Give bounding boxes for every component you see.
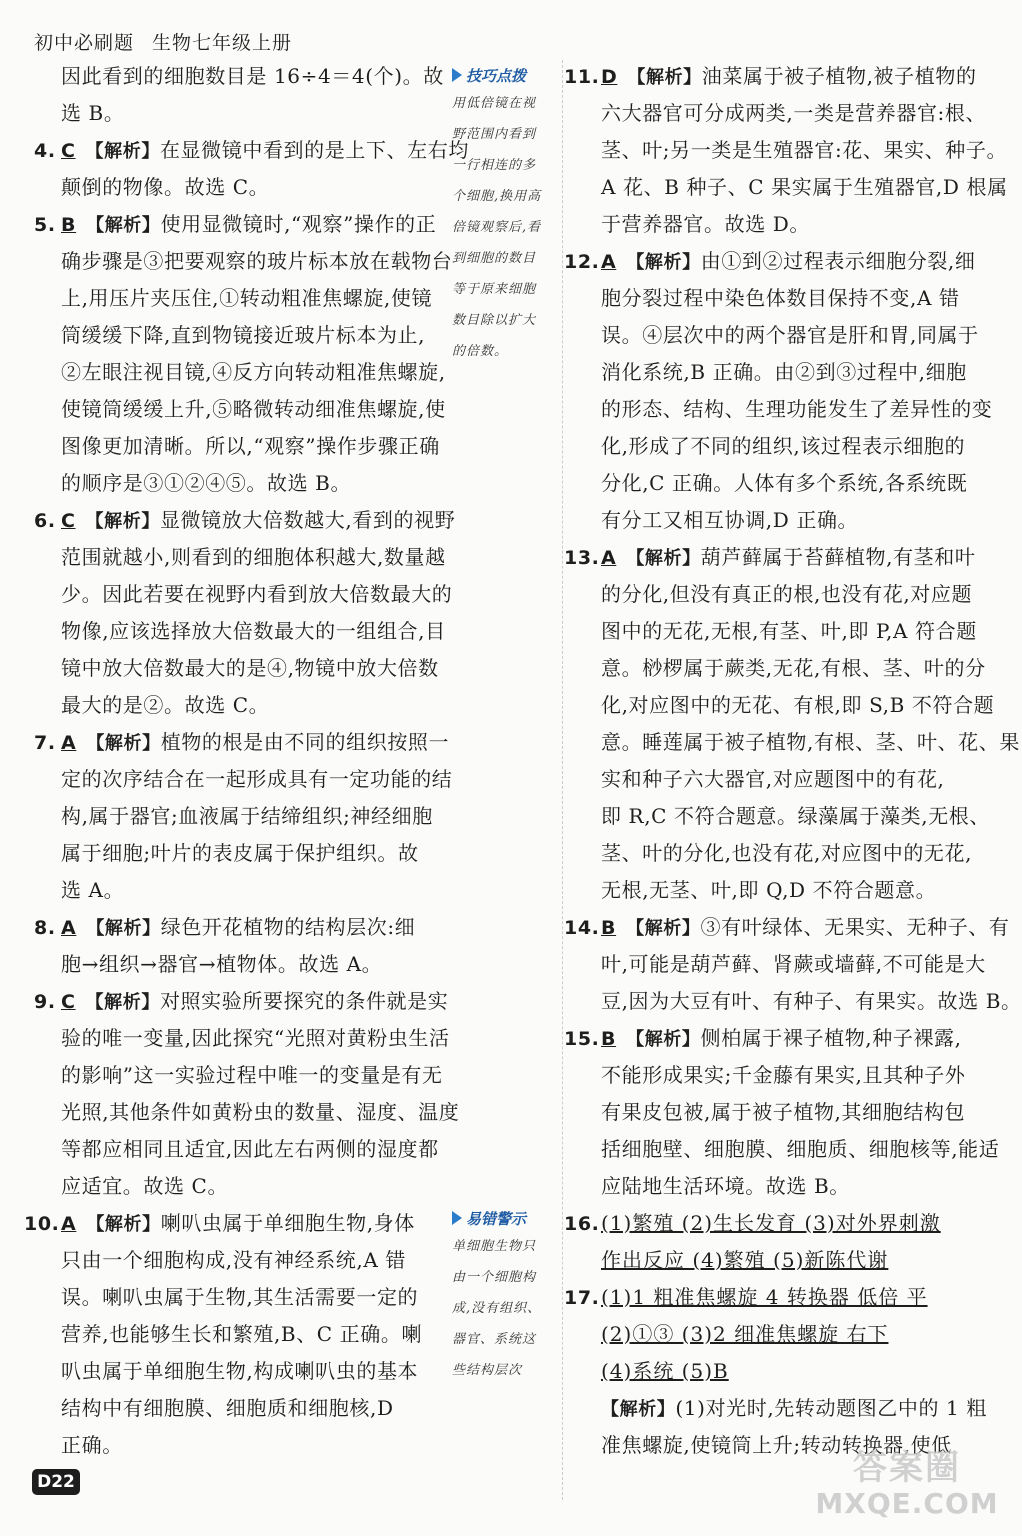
- answer-choice: A: [61, 732, 77, 754]
- answer-line: [34, 132, 469, 169]
- answer-text: 营养,也能够生长和繁殖,B、C 正确。喇: [61, 1322, 423, 1346]
- answer-line: [34, 1094, 460, 1131]
- answer-text: 分化,C 正确。人体有多个系统,各系统既: [601, 471, 968, 495]
- question-number: 10.: [24, 1213, 60, 1235]
- analysis-tag: 【解析】: [85, 992, 160, 1013]
- answer-line: [34, 798, 452, 835]
- answer-line: [574, 613, 992, 650]
- answer-choice: A: [601, 547, 617, 569]
- answer-text: 于营养器官。故选 D。: [601, 212, 810, 236]
- answer-text: 误。喇叭虫属于生物,其生活需要一定的: [61, 1285, 419, 1309]
- question-number: 4.: [34, 140, 56, 162]
- question-number: 11.: [564, 66, 600, 88]
- analysis-tag: 【解析】: [626, 252, 701, 273]
- answer-line: [34, 1353, 452, 1390]
- answer-text: 的影响”这一实验过程中唯一的变量是有无: [61, 1063, 443, 1087]
- answer-text: 上,用压片夹压住,①转动粗准焦螺旋,使镜: [61, 286, 433, 310]
- answer-line: [574, 1242, 992, 1279]
- answer-line: [564, 243, 992, 280]
- answer-line: [564, 1020, 992, 1057]
- answer-text: 胞分裂过程中染色体数目保持不变,A 错: [601, 286, 960, 310]
- answer-line: [574, 650, 992, 687]
- answer-line: [34, 909, 452, 946]
- answer-choice: A: [61, 917, 77, 939]
- left-answer-column: [24, 58, 469, 1464]
- answer-line: [564, 1205, 992, 1242]
- answer-text: 化,对应图中的无花、有根,即 S,B 不符合题: [601, 693, 995, 717]
- answer-text: 只由一个细胞构成,没有神经系统,A 错: [61, 1248, 406, 1272]
- analysis-tag: 【解析】: [86, 1214, 161, 1235]
- answer-line: [574, 946, 992, 983]
- answer-line: [34, 650, 452, 687]
- answer-text: 图中的无花,无根,有茎、叶,即 P,A 符合题: [601, 619, 977, 643]
- book-title: 初中必刷题: [34, 32, 135, 54]
- answer-text: 在显微镜中看到的是上下、左右均: [159, 138, 469, 162]
- answer-text: 定的次序结合在一起形成具有一定功能的结: [61, 767, 453, 791]
- answer-text: ②左眼注视目镜,④反方向转动粗准焦螺旋,: [61, 360, 446, 384]
- watermark-logo: [812, 1440, 1002, 1536]
- page-header: [34, 28, 292, 55]
- answer-line: [34, 1390, 452, 1427]
- tip-title: [452, 62, 556, 88]
- answer-choice: C: [61, 140, 76, 162]
- answer-text: 确步骤是③把要观察的玻片标本放在载物台: [61, 249, 453, 273]
- answer-line: [24, 1205, 452, 1242]
- sidebar-line: 用低倍镜在视: [452, 96, 537, 111]
- answer-text: (1)对光时,先转动题图乙中的 1 粗: [675, 1396, 987, 1420]
- analysis-tag: 【解析】: [86, 918, 161, 939]
- answer-line: [34, 724, 452, 761]
- answer-line: [574, 206, 992, 243]
- question-number: 7.: [34, 732, 56, 754]
- answer-line: [574, 95, 992, 132]
- answer-text: 最大的是②。故选 C。: [61, 693, 270, 717]
- answer-text: 绿色开花植物的结构层次:细: [160, 915, 416, 939]
- answer-line: [574, 1390, 992, 1427]
- answer-text: 正确。: [61, 1433, 123, 1457]
- tip-body: [452, 88, 556, 367]
- question-number: 16.: [564, 1213, 600, 1235]
- question-number: 15.: [564, 1028, 600, 1050]
- answer-line: [34, 1316, 452, 1353]
- answer-text: 的形态、结构、生理功能发生了差异性的变: [601, 397, 993, 421]
- answer-text: 因此看到的细胞数目是 16÷4＝4(个)。故: [61, 64, 444, 88]
- answer-text: 喇叭虫属于单细胞生物,身体: [160, 1211, 415, 1235]
- answer-line: [574, 1316, 992, 1353]
- answer-line: [34, 1057, 452, 1094]
- sidebar-line: 器官、系统这: [452, 1332, 537, 1347]
- answer-text: 图像更加清晰。所以,“观察”操作步骤正确: [61, 434, 440, 458]
- answer-line: [34, 391, 452, 428]
- answer-text: 颠倒的物像。故选 C。: [61, 175, 270, 199]
- answer-text: 化,形成了不同的组织,该过程表示细胞的: [601, 434, 966, 458]
- answer-line: [564, 909, 1010, 946]
- column-divider: [562, 60, 563, 1500]
- answer-text: 属于细胞;叶片的表皮属于保护组织。故: [61, 841, 419, 865]
- answer-choice: B: [601, 917, 617, 939]
- answer-line: [34, 169, 452, 206]
- sidebar-line: 一行相连的多: [452, 158, 537, 173]
- page-number-badge: D22: [32, 1469, 80, 1495]
- analysis-tag: 【解析】: [627, 67, 702, 88]
- analysis-tag: 【解析】: [626, 548, 701, 569]
- answer-line: [34, 1242, 452, 1279]
- answer-text: 选 B。: [61, 101, 125, 125]
- answer-line: [574, 317, 992, 354]
- answer-text: 葫芦藓属于苔藓植物,有茎和叶: [700, 545, 976, 569]
- answer-line: [34, 872, 452, 909]
- answer-line: [574, 354, 992, 391]
- fill-answer: (1)1 粗准焦螺旋 4 转换器 低倍 平: [601, 1285, 928, 1309]
- answer-line: [34, 428, 452, 465]
- answer-text: 意。睡莲属于被子植物,有根、茎、叶、花、果: [601, 730, 1020, 754]
- answer-line: [574, 983, 1022, 1020]
- sidebar-line: 由一个细胞构: [452, 1270, 537, 1285]
- fill-answer: (2)①③ (3)2 细准焦螺旋 右下: [601, 1322, 889, 1346]
- sidebar-line: 单细胞生物只: [452, 1239, 537, 1254]
- answer-text: 有果皮包被,属于被子植物,其细胞结构包: [601, 1100, 966, 1124]
- answer-text: 少。因此若要在视野内看到放大倍数最大的: [61, 582, 453, 606]
- answer-line: [34, 1131, 452, 1168]
- answer-text: 应适宜。故选 C。: [61, 1174, 229, 1198]
- answer-text: 结构中有细胞膜、细胞质和细胞核,D: [61, 1396, 394, 1420]
- answer-text: 胞→组织→器官→植物体。故选 A。: [61, 952, 383, 976]
- answer-line: [574, 724, 1020, 761]
- answer-line: [34, 58, 452, 95]
- answer-text: 等都应相同且适宜,因此左右两侧的湿度都: [61, 1137, 439, 1161]
- answer-line: [574, 1168, 992, 1205]
- answer-text: 茎、叶的分化,也没有花,对应图中的无花,: [601, 841, 973, 865]
- answer-line: [34, 761, 452, 798]
- answer-text: 准焦螺旋,使镜筒上升;转动转换器,使低: [601, 1433, 952, 1457]
- sidebar-line: 的倍数。: [452, 344, 509, 359]
- fill-answer: (4)系统 (5)B: [601, 1359, 729, 1383]
- answer-line: [34, 946, 452, 983]
- subject-title: 生物七年级上册: [152, 32, 293, 54]
- answer-line: [574, 465, 992, 502]
- answer-line: [574, 576, 992, 613]
- answer-line: [574, 391, 992, 428]
- answer-text: 物像,应该选择放大倍数最大的一组组合,目: [61, 619, 446, 643]
- answer-text: 由①到②过程表示细胞分裂,细: [700, 249, 976, 273]
- warning-title-text: 易错警示: [466, 1209, 527, 1228]
- answer-text: 叶,可能是葫芦藓、肾蕨或墙藓,不可能是大: [601, 952, 986, 976]
- answer-text: ③有叶绿体、无果实、无种子、有: [700, 915, 1010, 939]
- right-answer-column: [564, 58, 1022, 1464]
- answer-line: [34, 354, 452, 391]
- tip-title-text: 技巧点拨: [466, 66, 527, 85]
- answer-text: 应陆地生活环境。故选 B。: [601, 1174, 850, 1198]
- answer-line: [574, 687, 995, 724]
- answer-line: [574, 428, 992, 465]
- answer-text: 有分工又相互协调,D 正确。: [601, 508, 859, 532]
- answer-line: [564, 58, 992, 95]
- answer-line: [34, 613, 452, 650]
- answer-text: 叭虫属于单细胞生物,构成喇叭虫的基本: [61, 1359, 419, 1383]
- sidebar-line: 野范围内看到: [452, 127, 537, 142]
- answer-choice: B: [601, 1028, 617, 1050]
- answer-text: 植物的根是由不同的组织按照一: [160, 730, 450, 754]
- answer-line: [34, 280, 452, 317]
- answer-text: 的分化,但没有真正的根,也没有花,对应题: [601, 582, 973, 606]
- answer-line: [564, 539, 992, 576]
- arrow-icon: [452, 1211, 462, 1225]
- answer-line: [34, 687, 452, 724]
- answer-text: 光照,其他条件如黄粉虫的数量、湿度、温度: [61, 1100, 460, 1124]
- answer-line: [574, 835, 992, 872]
- answer-line: [574, 1057, 992, 1094]
- answer-choice: C: [61, 991, 76, 1013]
- answer-text: 使用显微镜时,“观察”操作的正: [160, 212, 437, 236]
- answer-text: 显微镜放大倍数越大,看到的视野: [159, 508, 456, 532]
- warning-title: [452, 1205, 556, 1231]
- warning-sidebar: [452, 1205, 556, 1386]
- analysis-tag: 【解析】: [86, 215, 161, 236]
- watermark-top: 答案圈: [853, 1448, 961, 1488]
- answer-text: 镜中放大倍数最大的是④,物镜中放大倍数: [61, 656, 439, 680]
- answer-text: 消化系统,B 正确。由②到③过程中,细胞: [601, 360, 967, 384]
- answer-line: [574, 872, 992, 909]
- question-number: 9.: [34, 991, 56, 1013]
- fill-answer: 作出反应 (4)繁殖 (5)新陈代谢: [601, 1248, 889, 1272]
- answer-line: [34, 243, 452, 280]
- analysis-tag: 【解析】: [626, 1029, 701, 1050]
- answer-text: 六大器官可分成两类,一类是营养器官:根、: [601, 101, 987, 125]
- answer-text: 对照实验所要探究的条件就是实: [159, 989, 449, 1013]
- answer-choice: C: [61, 510, 76, 532]
- question-number: 13.: [564, 547, 600, 569]
- answer-text: 豆,因为大豆有叶、有种子、有果实。故选 B。: [601, 989, 1022, 1013]
- answer-line: [34, 1168, 452, 1205]
- watermark-bottom: MXQE.COM: [815, 1487, 999, 1520]
- sidebar-line: 倍镜观察后,看: [452, 220, 542, 235]
- analysis-tag: 【解析】: [85, 141, 160, 162]
- answer-line: [34, 1427, 452, 1464]
- answer-line: [34, 576, 452, 613]
- sidebar-line: 个细胞,换用高: [452, 189, 542, 204]
- answer-line: [574, 280, 992, 317]
- answer-line: [34, 1020, 452, 1057]
- sidebar-line: 等于原来细胞: [452, 282, 537, 297]
- analysis-tag: 【解析】: [601, 1399, 676, 1420]
- fill-answer: (1)繁殖 (2)生长发育 (3)对外界刺激: [601, 1211, 941, 1235]
- question-number: 8.: [34, 917, 56, 939]
- answer-line: [564, 1279, 992, 1316]
- answer-text: 茎、叶;另一类是生殖器官:花、果实、种子。: [601, 138, 1008, 162]
- answer-line: [574, 132, 1008, 169]
- answer-text: 使镜筒缓缓上升,⑤略微转动细准焦螺旋,使: [61, 397, 446, 421]
- question-number: 14.: [564, 917, 600, 939]
- question-number: 17.: [564, 1287, 600, 1309]
- answer-text: 筒缓缓下降,直到物镜接近玻片标本为止,: [61, 323, 426, 347]
- analysis-tag: 【解析】: [626, 918, 701, 939]
- answer-choice: A: [61, 1213, 77, 1235]
- sidebar-line: 到细胞的数目: [452, 251, 537, 266]
- answer-line: [574, 1131, 1000, 1168]
- answer-line: [574, 502, 992, 539]
- answer-text: 即 R,C 不符合题意。绿藻属于藻类,无根、: [601, 804, 990, 828]
- answer-line: [34, 835, 452, 872]
- answer-text: 构,属于器官;血液属于结缔组织;神经细胞: [61, 804, 433, 828]
- answer-text: 意。桫椤属于蕨类,无花,有根、茎、叶的分: [601, 656, 986, 680]
- answer-choice: D: [601, 66, 618, 88]
- answer-line: [34, 502, 456, 539]
- answer-choice: A: [601, 251, 617, 273]
- answer-text: 实和种子六大器官,对应题图中的有花,: [601, 767, 945, 791]
- answer-line: [574, 798, 992, 835]
- answer-line: [574, 1094, 992, 1131]
- answer-line: [34, 983, 452, 1020]
- answer-line: [34, 317, 452, 354]
- answer-line: [574, 1353, 992, 1390]
- answer-text: 括细胞壁、细胞膜、细胞质、细胞核等,能适: [601, 1137, 1000, 1161]
- warning-body: [452, 1231, 556, 1386]
- question-number: 5.: [34, 214, 56, 236]
- question-number: 6.: [34, 510, 56, 532]
- answer-line: [34, 465, 452, 502]
- answer-text: 验的唯一变量,因此探究“光照对黄粉虫生活: [61, 1026, 450, 1050]
- answer-line: [34, 95, 452, 132]
- answer-line: [34, 206, 452, 243]
- arrow-icon: [452, 68, 462, 82]
- answer-text: 油菜属于被子植物,被子植物的: [701, 64, 977, 88]
- answer-line: [574, 169, 1008, 206]
- answer-line: [574, 761, 992, 798]
- answer-text: 侧柏属于裸子植物,种子裸露,: [700, 1026, 962, 1050]
- answer-line: [34, 539, 452, 576]
- answer-line: [34, 1279, 452, 1316]
- answer-text: A 花、B 种子、C 果实属于生殖器官,D 根属: [601, 175, 1008, 199]
- sidebar-line: 些结构层次: [452, 1363, 523, 1378]
- analysis-tag: 【解析】: [85, 511, 160, 532]
- answer-text: 选 A。: [61, 878, 125, 902]
- answer-text: 误。④层次中的两个器官是肝和胃,同属于: [601, 323, 979, 347]
- answer-text: 范围就越小,则看到的细胞体积越大,数量越: [61, 545, 446, 569]
- answer-text: 的顺序是③①②④⑤。故选 B。: [61, 471, 352, 495]
- sidebar-line: 成,没有组织、: [452, 1301, 542, 1316]
- sidebar-line: 数目除以扩大: [452, 313, 537, 328]
- answer-choice: B: [61, 214, 77, 236]
- answer-text: 不能形成果实;千金藤有果实,且其种子外: [601, 1063, 966, 1087]
- answer-text: 无根,无茎、叶,即 Q,D 不符合题意。: [601, 878, 937, 902]
- analysis-tag: 【解析】: [86, 733, 161, 754]
- question-number: 12.: [564, 251, 600, 273]
- tip-sidebar: [452, 62, 556, 367]
